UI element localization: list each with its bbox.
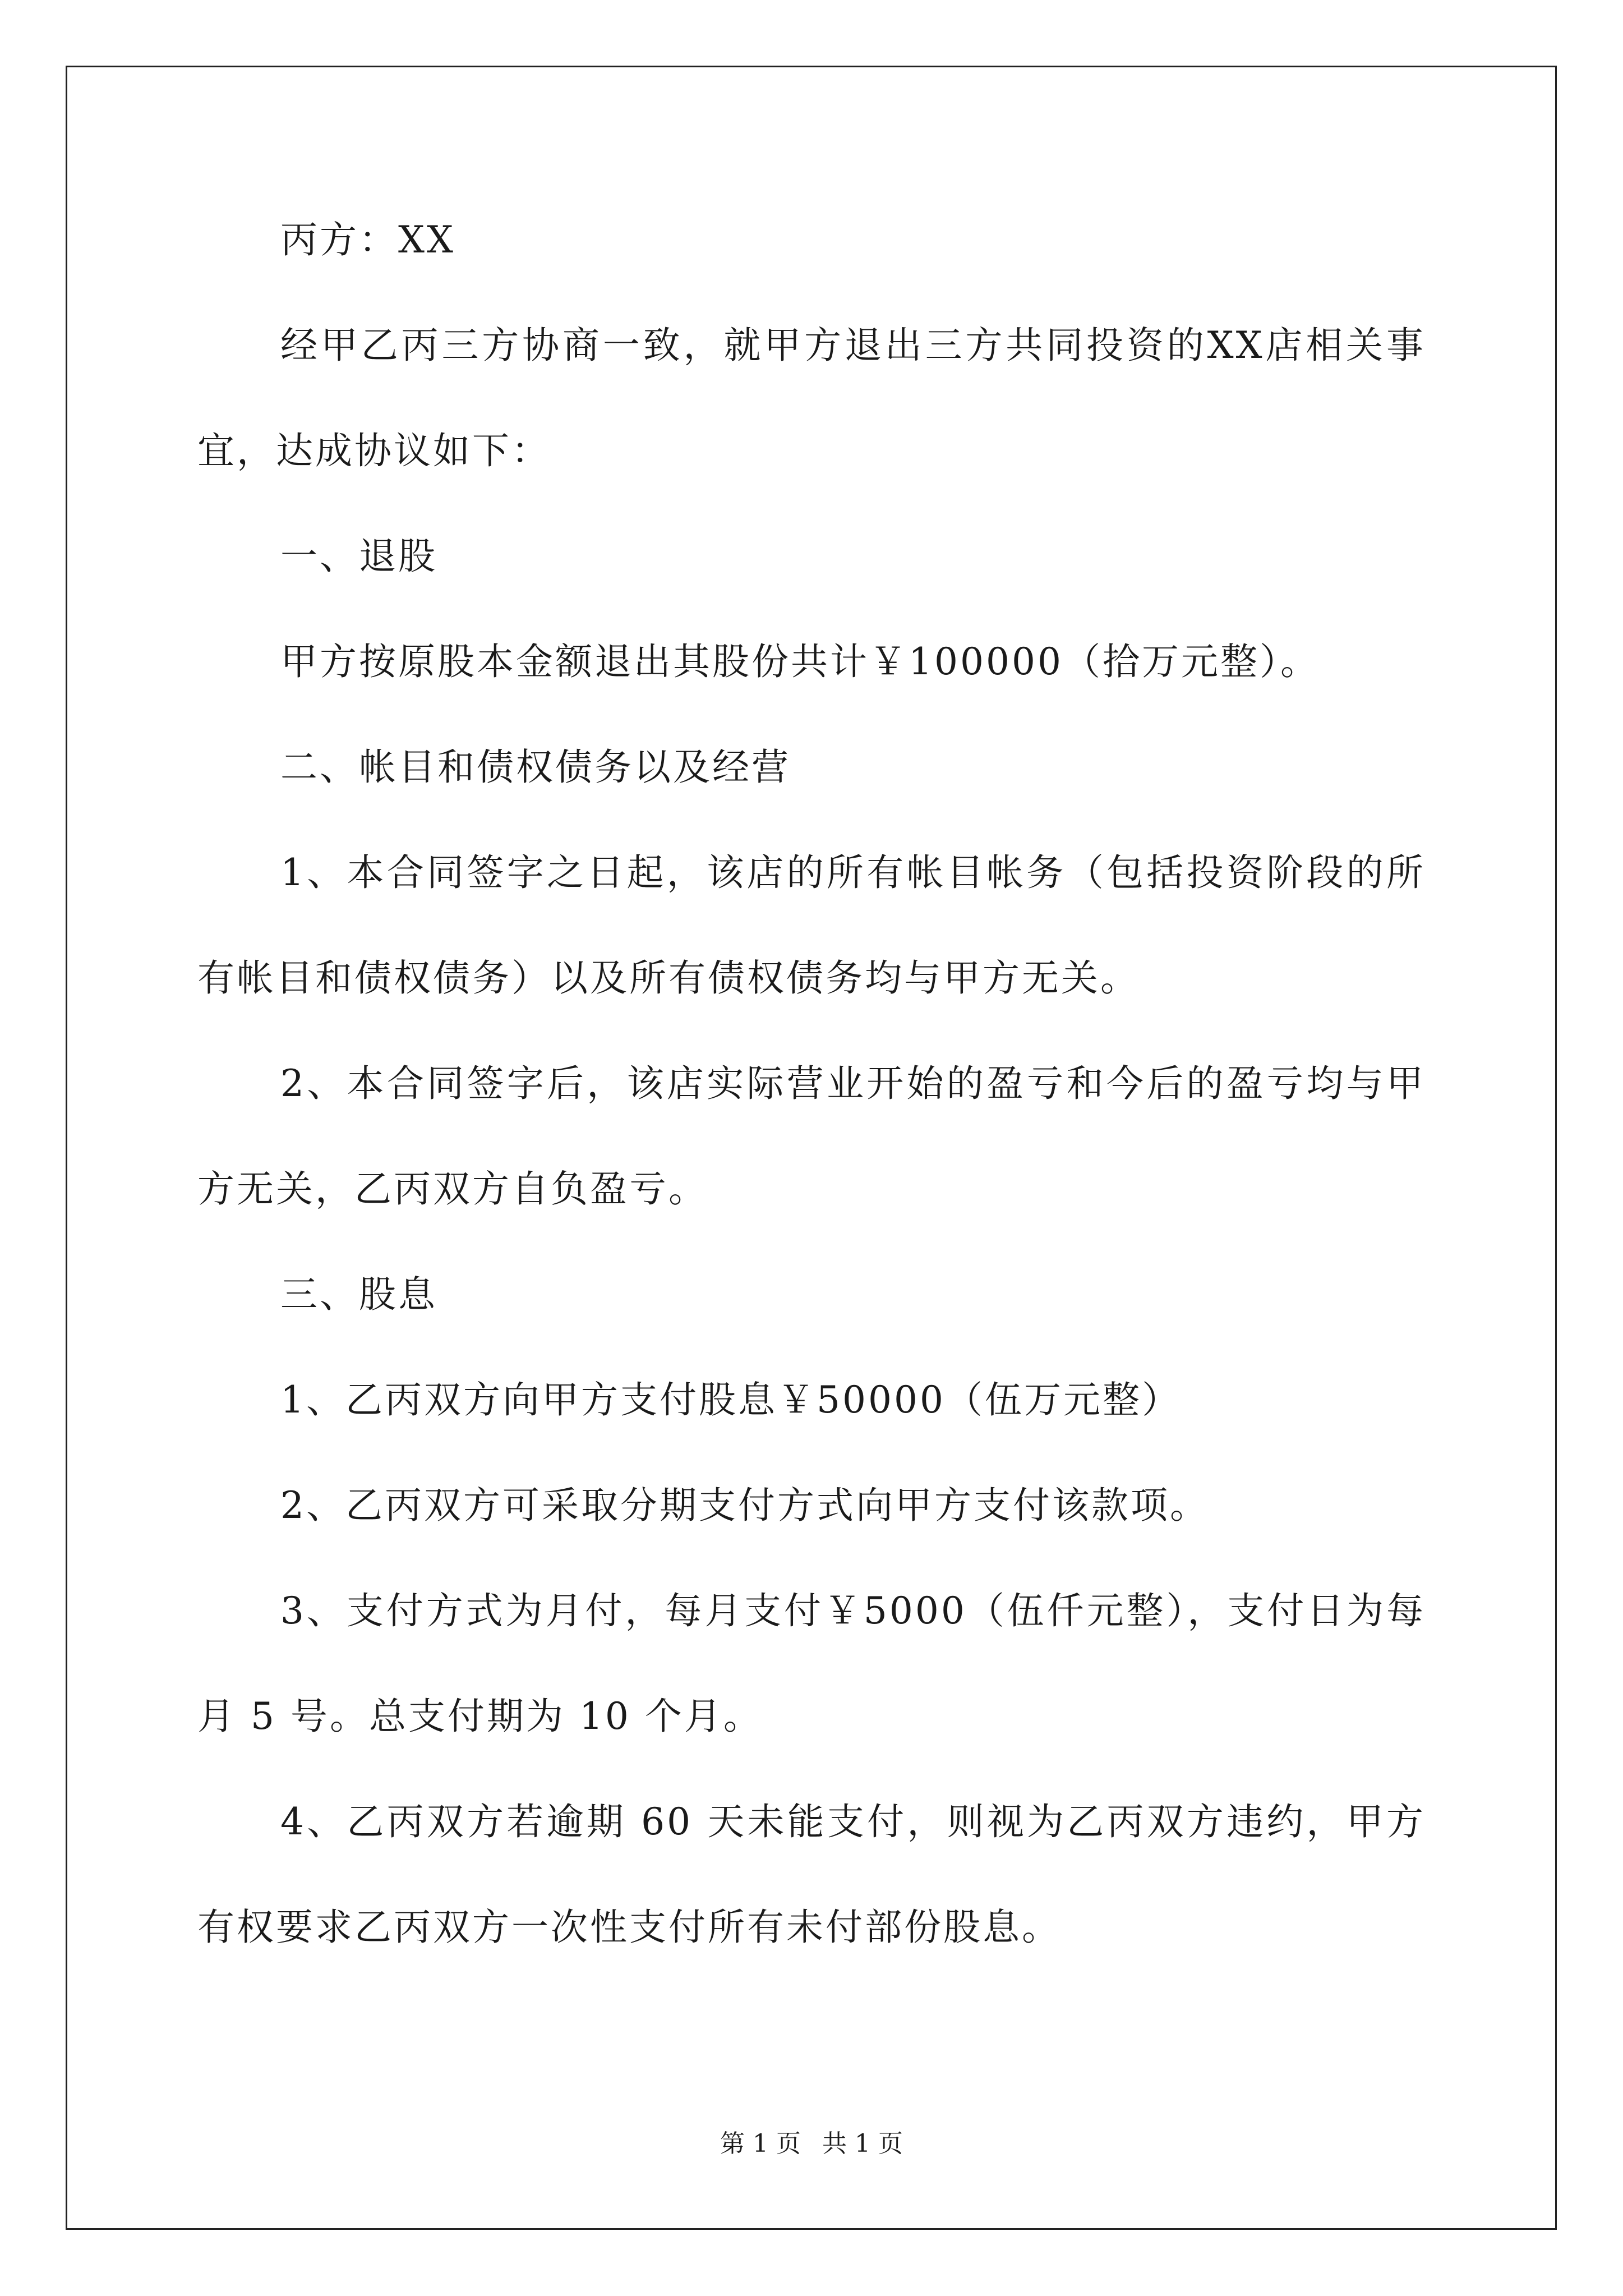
dividend-clause-4-line-2: 有权要求乙丙双方一次性支付所有未付部份股息。: [197, 1906, 1061, 1949]
dividend-clause-4-line-1: 4、乙丙双方若逾期 60 天未能支付，则视为乙丙双方违约，甲方: [280, 1800, 1426, 1843]
dividend-clause-3-line-2: 月 5 号。总支付期为 10 个月。: [197, 1695, 763, 1738]
page-footer: [0, 2129, 1623, 2158]
preamble-line-2: 宜，达成协议如下：: [197, 429, 551, 472]
page-number-current: 第 1 页: [720, 2129, 801, 2158]
accounts-clause-2-line-1: 2、本合同签字后，该店实际营业开始的盈亏和今后的盈亏均与甲: [280, 1062, 1426, 1105]
section-heading-accounts: 二、帐目和债权债务以及经营: [280, 746, 791, 789]
section-heading-dividends: 三、股息: [280, 1273, 437, 1316]
accounts-clause-1-line-1: 1、本合同签字之日起，该店的所有帐目帐务（包括投资阶段的所: [280, 851, 1426, 894]
accounts-clause-1-line-2: 有帐目和债权债务）以及所有债权债务均与甲方无关。: [197, 956, 1140, 1000]
section-heading-withdrawal: 一、退股: [280, 535, 437, 578]
document-body: [197, 218, 1426, 2014]
page-number-total: 共 1 页: [822, 2129, 903, 2158]
dividend-clause-2: 2、乙丙双方可采取分期支付方式向甲方支付该款项。: [280, 1484, 1209, 1527]
party-c-line: 丙方：XX: [280, 218, 455, 261]
withdrawal-paragraph: 甲方按原股本金额退出其股份共计￥100000（拾万元整）。: [280, 640, 1320, 683]
accounts-clause-2-line-2: 方无关，乙丙双方自负盈亏。: [197, 1167, 708, 1211]
preamble-line-1: 经甲乙丙三方协商一致，就甲方退出三方共同投资的XX店相关事: [280, 324, 1426, 367]
dividend-clause-3-line-1: 3、支付方式为月付，每月支付￥5000（伍仟元整），支付日为每: [280, 1589, 1426, 1632]
dividend-clause-1: 1、乙丙双方向甲方支付股息￥50000（伍万元整）: [280, 1378, 1181, 1421]
